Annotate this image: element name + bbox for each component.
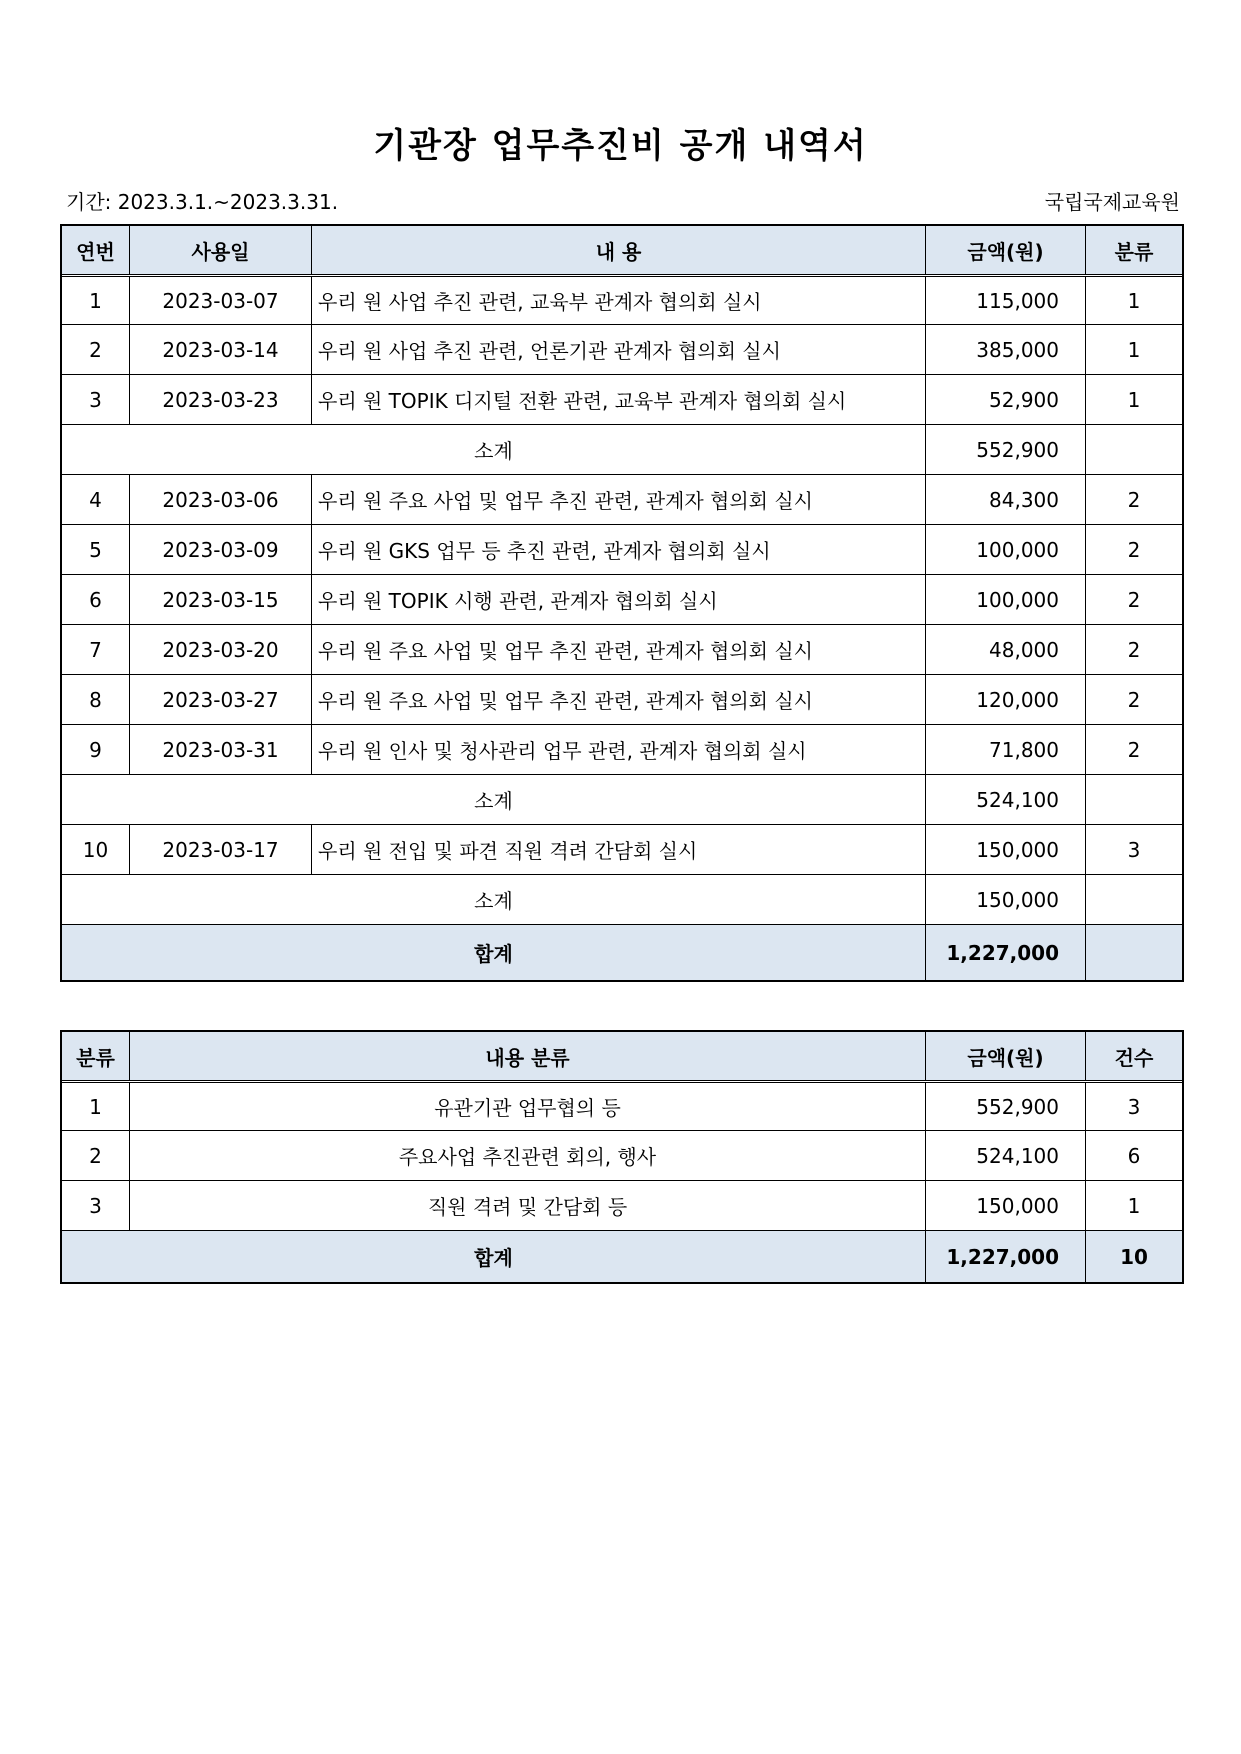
row-number: 6 [89,587,102,612]
row-number: 5 [89,537,102,562]
table-row [62,324,1182,374]
table-row [62,374,1182,424]
category: 2 [1085,725,1182,774]
category: 2 [89,1143,102,1168]
amount: 120,000 [925,675,1085,724]
use-date: 2023-03-27 [129,675,311,724]
content-description: 우리 원 주요 사업 및 업무 추진 관련, 관계자 협의회 실시 [311,675,925,724]
subtotal-category [1085,875,1182,924]
organization-name: 국립국제교육원 [1044,190,1180,214]
category: 1 [1085,277,1182,324]
subtotal-amount: 150,000 [925,875,1085,924]
row-number: 3 [89,387,102,412]
amount: 100,000 [925,575,1085,624]
use-date: 2023-03-20 [129,625,311,674]
document-title: 기관장 업무추진비 공개 내역서 [373,126,868,166]
content-description: 우리 원 사업 추진 관련, 교육부 관계자 협의회 실시 [311,277,925,324]
use-date: 2023-03-09 [129,525,311,574]
category: 1 [1085,325,1182,374]
table-header-row [62,226,1182,274]
total-amount: 1,227,000 [925,925,1085,980]
subtotal-row [62,874,1182,924]
category: 3 [1085,825,1182,874]
row-number: 1 [89,288,102,313]
content-description: 우리 원 TOPIK 디지털 전환 관련, 교육부 관계자 협의회 실시 [311,375,925,424]
row-number: 2 [89,337,102,362]
table-row [62,824,1182,874]
category: 1 [1085,375,1182,424]
summary-header-row [62,1032,1182,1080]
category: 3 [89,1193,102,1218]
row-number: 10 [82,837,109,862]
subtotal-label: 소계 [474,789,513,813]
category-summary-table [60,1030,1184,1284]
category: 1 [89,1094,102,1119]
header-category: 분류 [1085,226,1182,274]
table-row [62,574,1182,624]
use-date: 2023-03-06 [129,475,311,524]
category: 2 [1085,625,1182,674]
row-number: 8 [89,687,102,712]
row-number: 4 [89,487,102,512]
use-date: 2023-03-15 [129,575,311,624]
summary-row [62,1130,1182,1180]
amount: 524,100 [925,1131,1085,1180]
row-number: 7 [89,637,102,662]
amount: 52,900 [925,375,1085,424]
category-description: 주요사업 추진관련 회의, 행사 [129,1131,925,1180]
subtotal-amount: 524,100 [925,775,1085,824]
amount: 385,000 [925,325,1085,374]
amount: 115,000 [925,277,1085,324]
row-number: 9 [89,737,102,762]
count: 1 [1085,1181,1182,1230]
total-count: 10 [1085,1231,1182,1282]
total-amount: 1,227,000 [925,1231,1085,1282]
category: 2 [1085,675,1182,724]
amount: 71,800 [925,725,1085,774]
header-amount: 금액(원) [925,1032,1085,1080]
use-date: 2023-03-14 [129,325,311,374]
table-row [62,274,1182,324]
content-description: 우리 원 사업 추진 관련, 언론기관 관계자 협의회 실시 [311,325,925,374]
category: 2 [1085,475,1182,524]
amount: 100,000 [925,525,1085,574]
total-label: 합계 [474,1246,513,1270]
table-row [62,674,1182,724]
amount: 552,900 [925,1083,1085,1130]
header-date: 사용일 [129,226,311,274]
category: 2 [1085,575,1182,624]
subtotal-category [1085,425,1182,474]
amount: 150,000 [925,825,1085,874]
header-content-category: 내용 분류 [129,1032,925,1080]
content-description: 우리 원 TOPIK 시행 관련, 관계자 협의회 실시 [311,575,925,624]
table-row [62,474,1182,524]
table-row [62,524,1182,574]
amount: 48,000 [925,625,1085,674]
total-label: 합계 [474,942,513,966]
expense-detail-table [60,224,1184,982]
content-description: 우리 원 주요 사업 및 업무 추진 관련, 관계자 협의회 실시 [311,475,925,524]
count: 3 [1085,1083,1182,1130]
table-row [62,624,1182,674]
subtotal-label: 소계 [474,439,513,463]
header-content: 내 용 [311,226,925,274]
header-amount: 금액(원) [925,226,1085,274]
content-description: 우리 원 주요 사업 및 업무 추진 관련, 관계자 협의회 실시 [311,625,925,674]
use-date: 2023-03-23 [129,375,311,424]
use-date: 2023-03-17 [129,825,311,874]
category: 2 [1085,525,1182,574]
amount: 150,000 [925,1181,1085,1230]
subtotal-row [62,424,1182,474]
total-category [1085,925,1182,980]
use-date: 2023-03-07 [129,277,311,324]
table-row [62,724,1182,774]
summary-total-row [62,1230,1182,1282]
summary-row [62,1080,1182,1130]
header-no: 연번 [76,239,115,264]
summary-row [62,1180,1182,1230]
amount: 84,300 [925,475,1085,524]
header-count: 건수 [1085,1032,1182,1080]
period-label: 기간: 2023.3.1.~2023.3.31. [66,190,339,214]
content-description: 우리 원 인사 및 청사관리 업무 관련, 관계자 협의회 실시 [311,725,925,774]
content-description: 우리 원 전입 및 파견 직원 격려 간담회 실시 [311,825,925,874]
total-row [62,924,1182,980]
count: 6 [1085,1131,1182,1180]
subtotal-amount: 552,900 [925,425,1085,474]
use-date: 2023-03-31 [129,725,311,774]
subtotal-category [1085,775,1182,824]
subtotal-row [62,774,1182,824]
content-description: 우리 원 GKS 업무 등 추진 관련, 관계자 협의회 실시 [311,525,925,574]
subtotal-label: 소계 [474,889,513,913]
category-description: 유관기관 업무협의 등 [129,1083,925,1130]
category-description: 직원 격려 및 간담회 등 [129,1181,925,1230]
header-category: 분류 [76,1045,115,1070]
